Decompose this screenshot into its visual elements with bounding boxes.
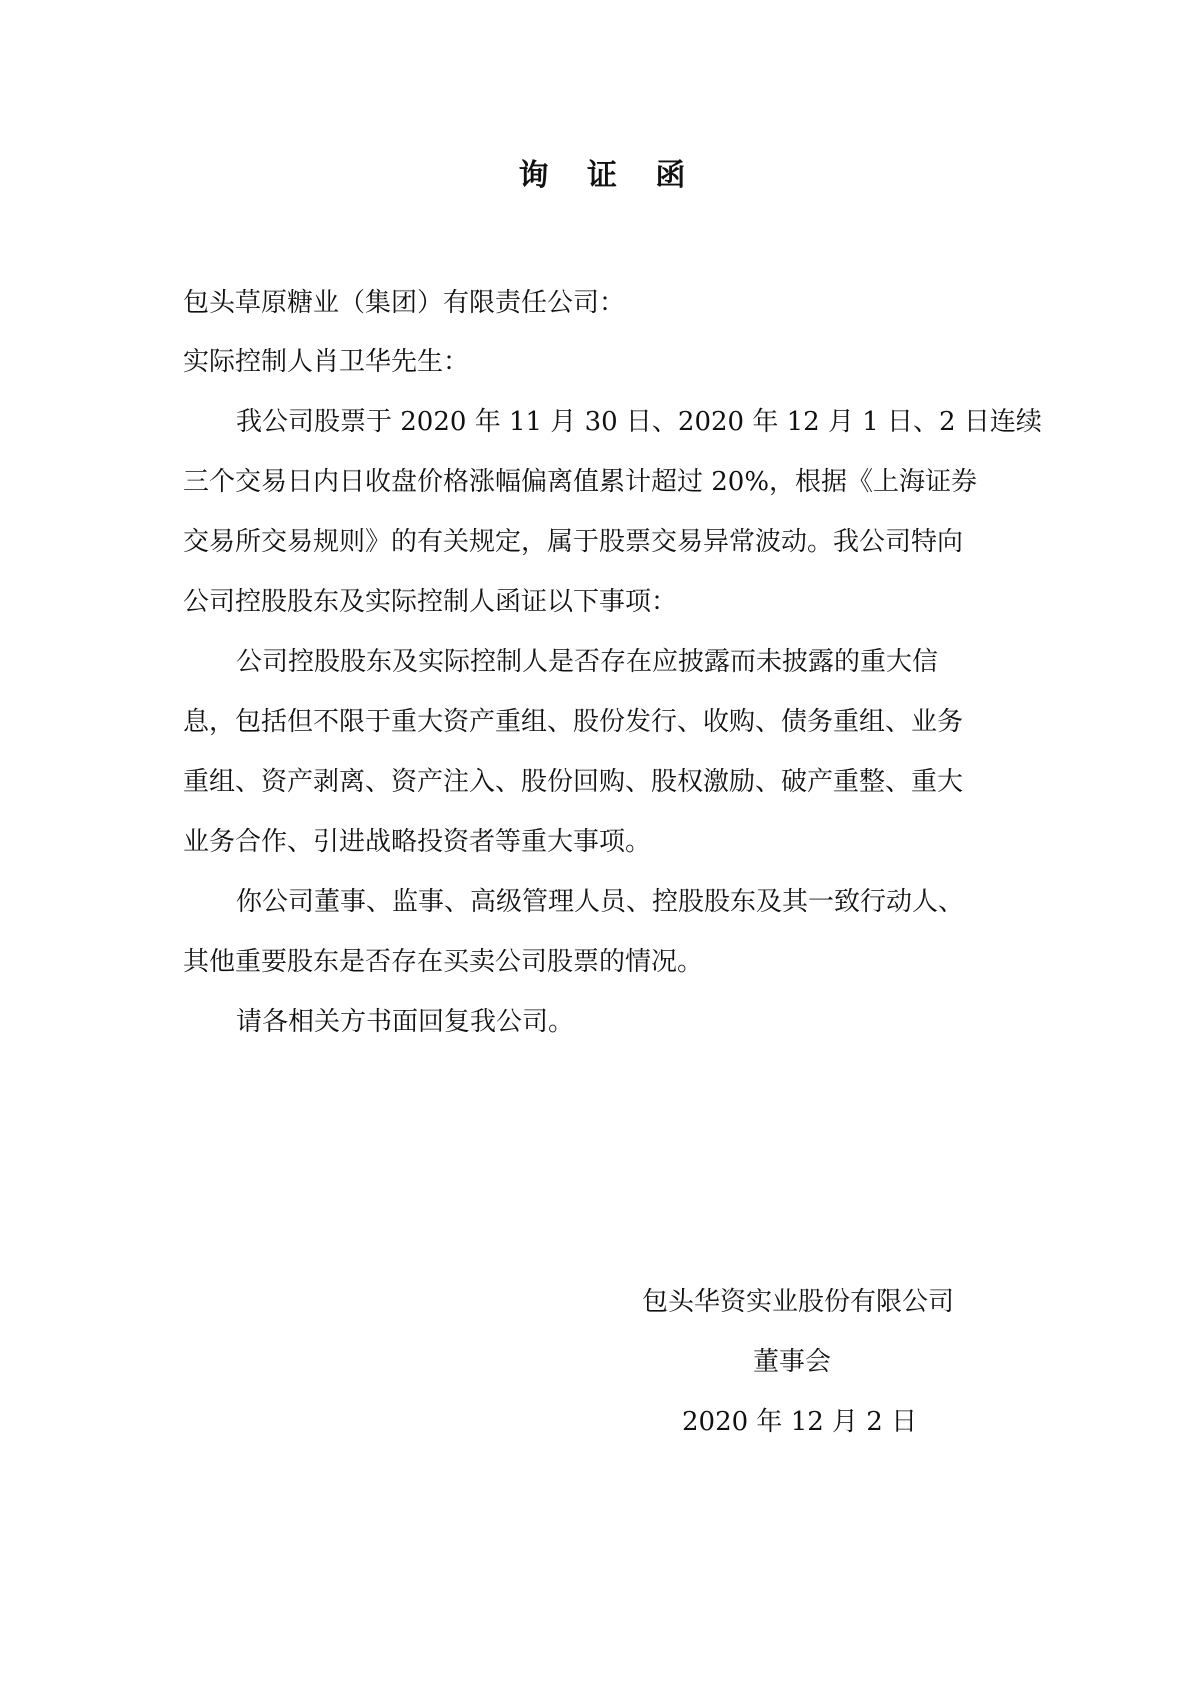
paragraph-4-line-1: 请各相关方书面回复我公司。 (236, 1007, 575, 1037)
paragraph-2-line-1: 公司控股股东及实际控制人是否存在应披露而未披露的重大信 (236, 647, 939, 677)
paragraph-1-line-1: 我公司股票于 2020 年 11 月 30 日、2020 年 12 月 1 日、2 日连续 (236, 407, 1042, 437)
paragraph-2-line-3: 重组、资产剥离、资产注入、股份回购、股权激励、破产重整、重大 (183, 767, 964, 797)
signature-date: 2020 年 12 月 2 日 (682, 1407, 918, 1437)
paragraph-3-line-1: 你公司董事、监事、高级管理人员、控股股东及其一致行动人、 (236, 887, 965, 917)
paragraph-1-line-4: 公司控股股东及实际控制人函证以下事项： (183, 587, 678, 617)
addressee-company: 包头草原糖业（集团）有限责任公司： (183, 288, 626, 318)
paragraph-1-line-2: 三个交易日内日收盘价格涨幅偏离值累计超过 20%，根据《上海证券 (183, 467, 978, 497)
signature-department: 董事会 (753, 1347, 832, 1377)
paragraph-2-line-2: 息，包括但不限于重大资产重组、股份发行、收购、债务重组、业务 (183, 707, 964, 737)
document-title: 询 证 函 (518, 158, 700, 193)
paragraph-3-line-2: 其他重要股东是否存在买卖公司股票的情况。 (183, 947, 704, 977)
paragraph-1-line-3: 交易所交易规则》的有关规定，属于股票交易异常波动。我公司特向 (183, 527, 964, 557)
signature-company: 包头华资实业股份有限公司 (642, 1287, 955, 1317)
paragraph-2-line-4: 业务合作、引进战略投资者等重大事项。 (183, 827, 652, 857)
addressee-controller: 实际控制人肖卫华先生： (183, 347, 470, 377)
